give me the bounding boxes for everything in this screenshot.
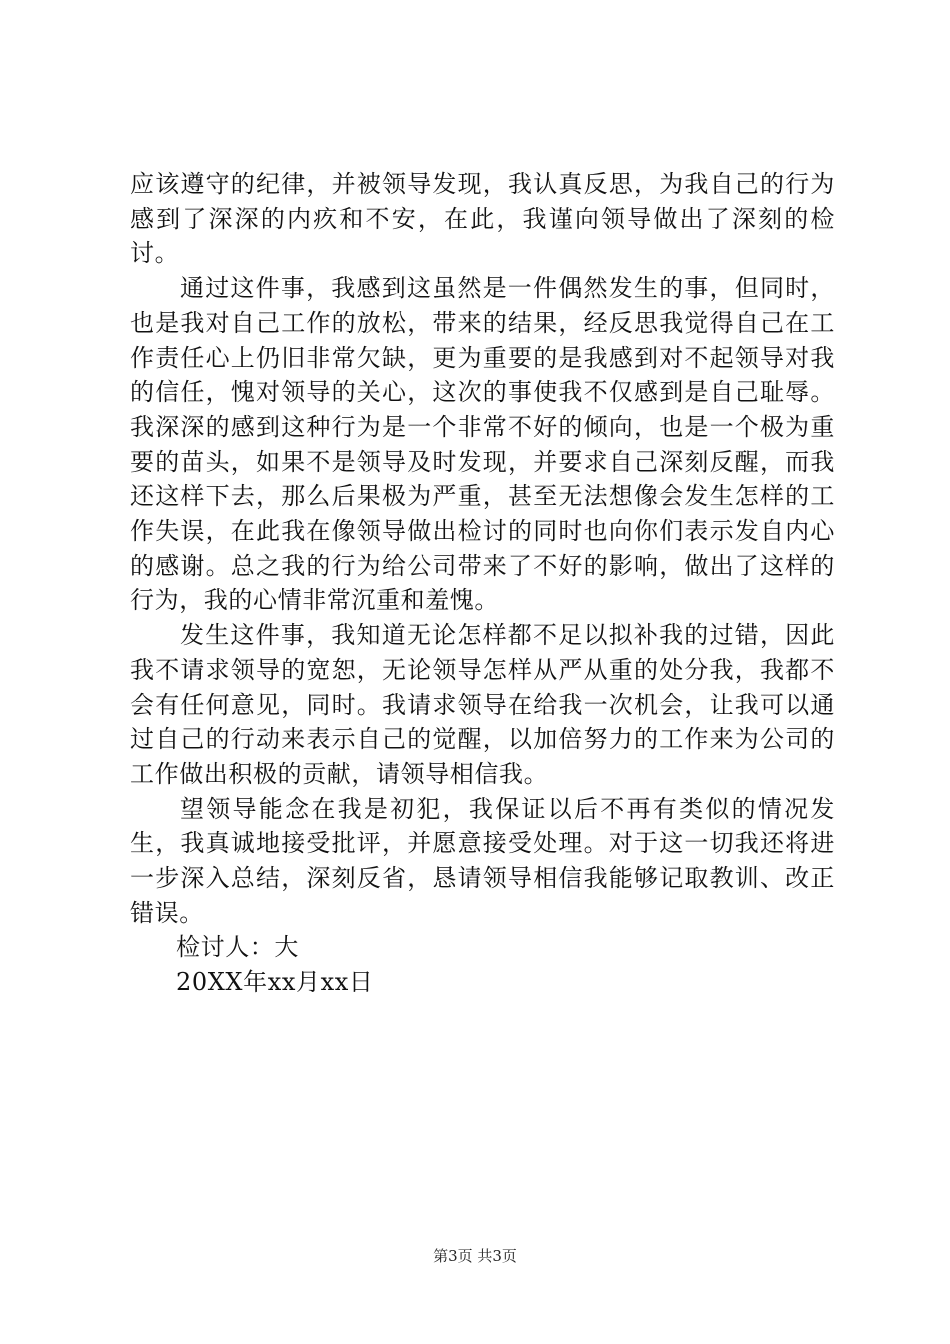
page-footer: 第3页 共3页 xyxy=(433,1247,517,1265)
paragraph-request: 发生这件事，我知道无论怎样都不足以拟补我的过错，因此我不请求领导的宽恕，无论领导怎样从严从重的处分我，我都不会有任何意见，同时。我请求领导在给我一次机会，让我可以通过自己的行动来表示自己的觉醒，以加倍努力的工作来为公司的工作做出积极的贡献，请领导相信我。 xyxy=(130,621,835,788)
paragraph-continued: 应该遵守的纪律，并被领导发现，我认真反思，为我自己的行为感到了深深的内疚和不安，在此，我谨向领导做出了深刻的检讨。 xyxy=(130,170,835,268)
paragraph-reflection: 通过这件事，我感到这虽然是一件偶然发生的事，但同时，也是我对自己工作的放松，带来的结果，经反思我觉得自己在工作责任心上仍旧非常欠缺，更为重要的是我感到对不起领导对我的信任，愧对领导的关心，这次的事使我不仅感到是自己耻辱。我深深的感到这种行为是一个非常不好的倾向，也是一个极为重要的苗头，如果不是领导及时发现，并要求自己深刻反醒，而我还这样下去，那么后果极为严重，甚至无法想像会发生怎样的工作失误，在此我在像领导做出检讨的同时也向你们表示发自内心的感谢。总之我的行为给公司带来了不好的影响，做出了这样的行为，我的心情非常沉重和羞愧。 xyxy=(130,274,835,615)
paragraph-promise: 望领导能念在我是初犯，我保证以后不再有类似的情况发生，我真诚地接受批评，并愿意接受处理。对于这一切我还将进一步深入总结，深刻反省，恳请领导相信我能够记取教训、改正错误。 xyxy=(130,794,835,927)
document-body xyxy=(130,167,835,1000)
date-line: 20XX年xx月xx日 xyxy=(176,968,374,997)
signature-line: 检讨人：大 xyxy=(176,933,299,962)
